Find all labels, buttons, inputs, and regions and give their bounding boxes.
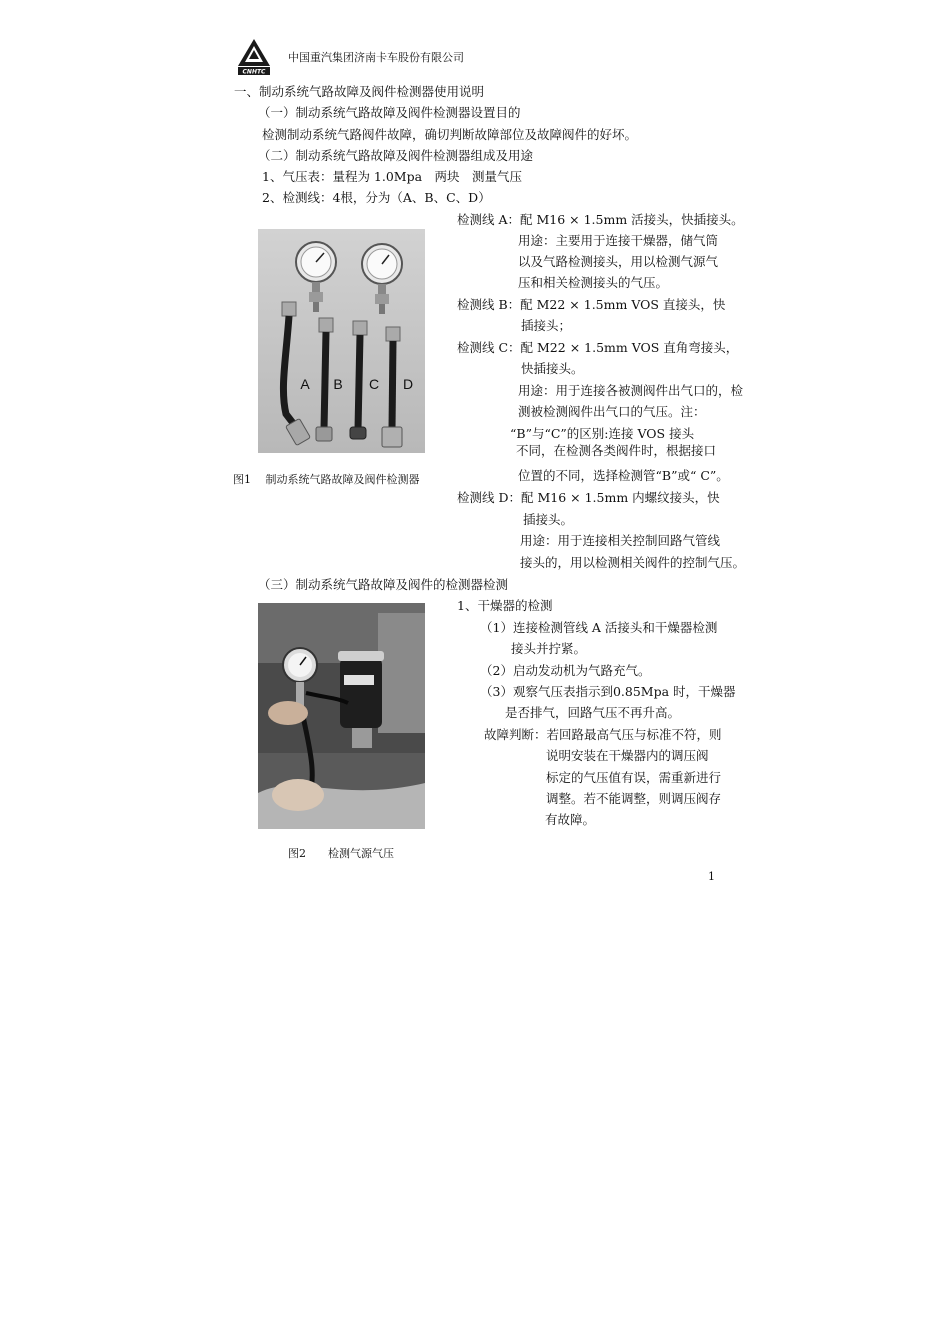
line-d-usage-1: 用途：用于连接相关控制回路气管线: [520, 533, 721, 548]
fault-judgment-3: 标定的气压值有误，需重新进行: [546, 770, 722, 785]
line-a-spec: 检测线 A：配 M16 × 1.5mm 活接头，快插接头。: [457, 212, 744, 227]
page-number: 1: [708, 870, 715, 883]
section3-title: （三）制动系统气路故障及阀件的检测器检测: [258, 577, 509, 592]
figure1-caption: 图1 制动系统气路故障及阀件检测器: [233, 473, 420, 486]
line-d-usage-2: 接头的，用以检测相关阀件的控制气压。: [520, 555, 746, 570]
figure2-photo: [258, 603, 425, 829]
subsection-title-2: （二）制动系统气路故障及阀件检测器组成及用途: [258, 148, 534, 163]
line-a-usage-3: 压和相关检测接头的气压。: [518, 275, 669, 290]
pressure-gauge-icon: [283, 648, 317, 682]
cnhtc-logo: [236, 38, 272, 76]
hose-label-c: C: [368, 376, 380, 392]
section-title: 一、制动系统气路故障及阀件检测器使用说明: [234, 84, 485, 99]
line-c-spec-2: 快插接头。: [521, 361, 584, 376]
line-d-spec-2: 插接头。: [523, 512, 574, 527]
figure1-photo: [258, 229, 425, 453]
item-lines: 2、检测线：4根，分为（A、B、C、D）: [262, 190, 491, 205]
fault-judgment-4: 调整。若不能调整，则调压阀存: [546, 791, 722, 806]
logo-text: CNHTC: [242, 68, 266, 76]
line-a-usage-1: 用途：主要用于连接干燥器，储气筒: [518, 233, 719, 248]
line-c-usage-2: 测被检测阀件出气口的气压。注：: [518, 404, 706, 419]
step-1: （1）连接检测管线 A 活接头和干燥器检测: [480, 620, 718, 635]
fault-judgment-5: 有故障。: [545, 812, 596, 827]
subsection-title-1: （一）制动系统气路故障及阀件检测器设置目的: [258, 105, 521, 120]
line-c-note-1: “B”与“C”的区别:连接 VOS 接头: [510, 426, 695, 441]
line-c-spec: 检测线 C：配 M22 × 1.5mm VOS 直角弯接头，: [457, 340, 739, 355]
line-c-note-3: 位置的不同，选择检测管“B”或“ C”。: [518, 468, 729, 483]
hose-label-a: A: [300, 376, 310, 392]
fault-judgment-2: 说明安装在干燥器内的调压阀: [546, 748, 709, 763]
line-a-usage-2: 以及气路检测接头，用以检测气源气: [518, 254, 719, 269]
subsection-text-1: 检测制动系统气路阀件故障，确切判断故障部位及故障阀件的好坏。: [262, 127, 638, 142]
line-d-spec: 检测线 D：配 M16 × 1.5mm 内螺纹接头，快: [457, 490, 720, 505]
line-b-spec-2: 插接头；: [521, 318, 572, 333]
company-name: 中国重汽集团济南卡车股份有限公司: [288, 51, 464, 64]
hose-label-d: D: [402, 376, 414, 392]
fault-judgment: 故障判断：若回路最高气压与标准不符，则: [484, 727, 722, 742]
line-c-usage-1: 用途：用于连接各被测阀件出气口的，检: [518, 383, 744, 398]
line-b-spec: 检测线 B：配 M22 × 1.5mm VOS 直接头，快: [457, 297, 726, 312]
step-1-cont: 接头并拧紧。: [511, 641, 587, 656]
step-title: 1、干燥器的检测: [457, 598, 553, 613]
item-gauge: 1、气压表：量程为 1.0Mpa 两块 测量气压: [262, 169, 523, 184]
step-3: （3）观察气压表指示到0.85Mpa 时，干燥器: [480, 684, 736, 699]
hose-label-b: B: [333, 376, 343, 392]
step-3-cont: 是否排气，回路气压不再升高。: [505, 705, 681, 720]
line-c-note-2: 不同，在检测各类阀件时，根据接口: [516, 443, 717, 458]
step-2: （2）启动发动机为气路充气。: [480, 663, 651, 678]
figure2-caption: 图2 检测气源气压: [288, 847, 394, 860]
